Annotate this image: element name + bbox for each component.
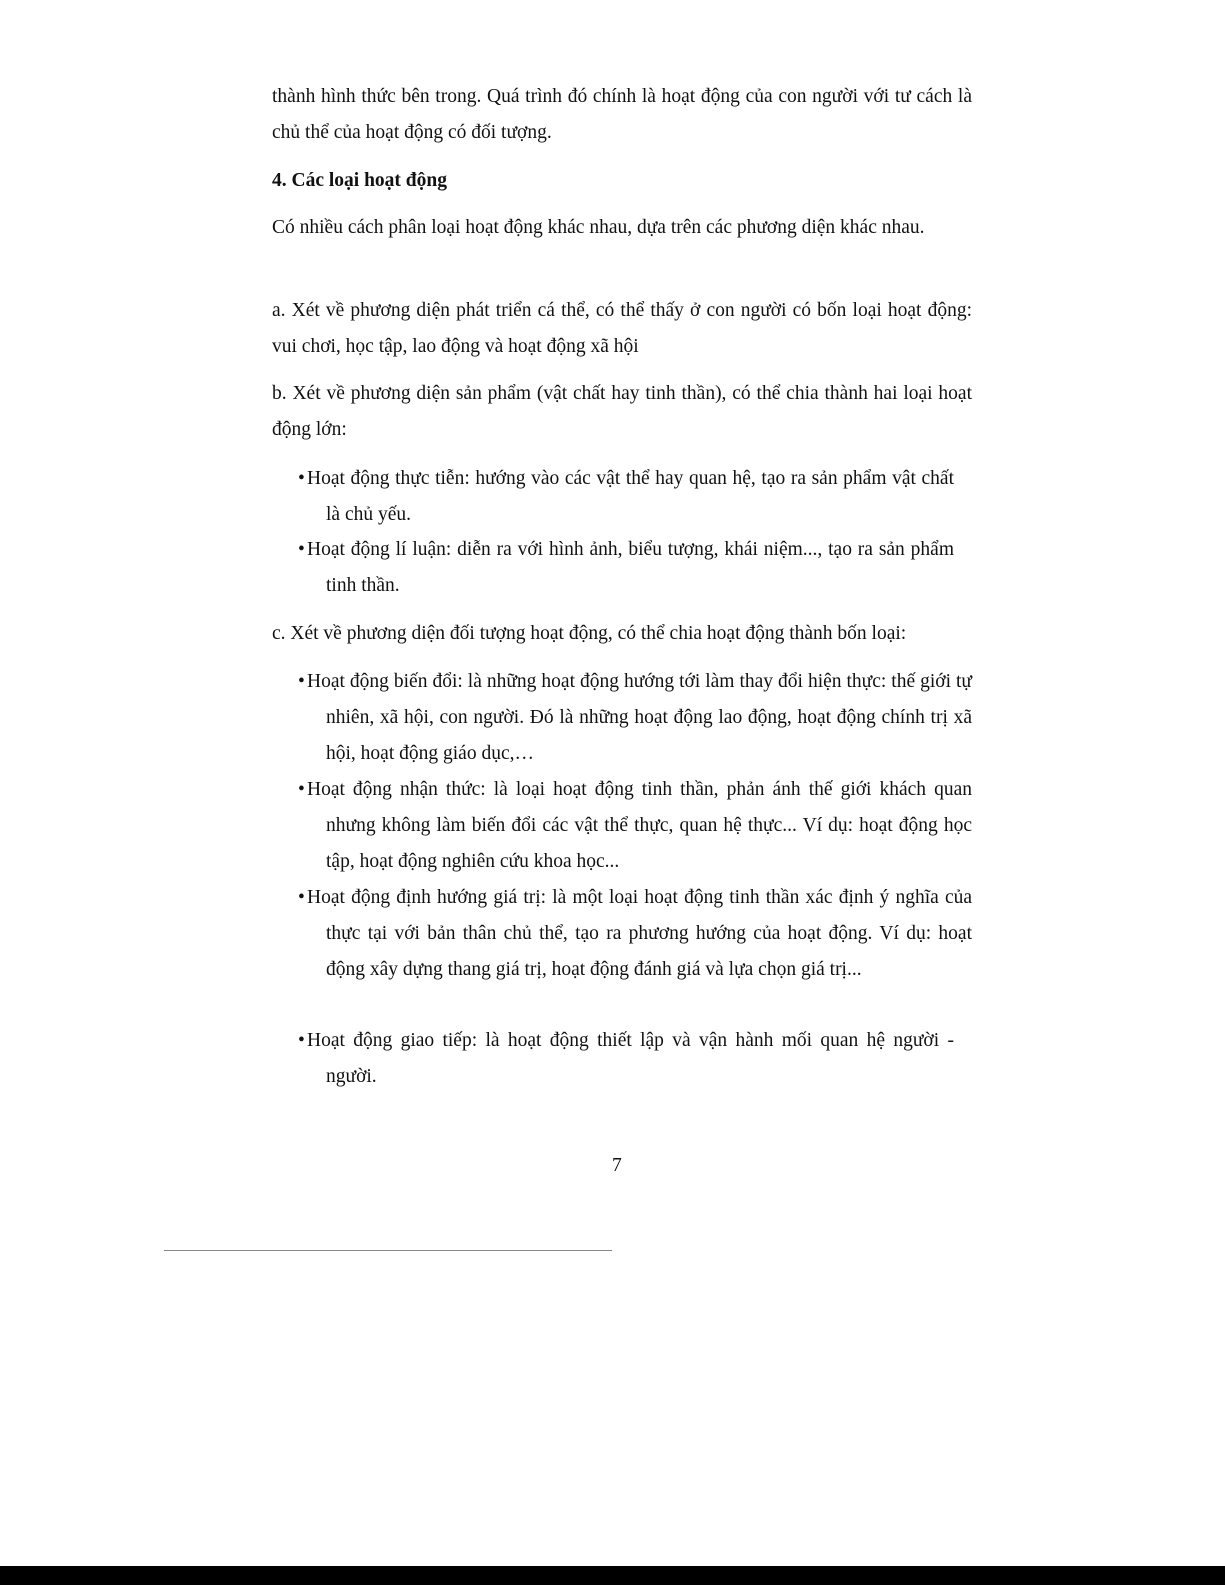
footnote-separator xyxy=(164,1250,612,1251)
list-item xyxy=(298,664,972,772)
list-item-text: Hoạt động giao tiếp: là hoạt động thiết lập và vận hành mối quan hệ người - người. xyxy=(307,1030,954,1087)
paragraph-overview: Có nhiều cách phân loại hoạt động khác nhau, dựa trên các phương diện khác nhau. xyxy=(272,217,925,238)
bullet-icon: • xyxy=(298,671,305,692)
bullet-icon: • xyxy=(298,887,305,908)
bullet-icon: • xyxy=(298,779,305,800)
page-number: 7 xyxy=(612,1155,622,1176)
page-bottom-edge xyxy=(0,1566,1225,1585)
list-item-text: Hoạt động định hướng giá trị: là một loại hoạt động tinh thần xác định ý nghĩa của thực tại với bản thân chủ thể, tạo ra phương hướng của hoạt động. Ví dụ: hoạt động xây dựng thang giá trị, hoạt động đánh giá và lựa chọn giá trị... xyxy=(307,887,972,980)
list-item-text: Hoạt động nhận thức: là loại hoạt động tinh thần, phản ánh thế giới khách quan nhưng không làm biến đổi các vật thể thực, quan hệ thực... Ví dụ: hoạt động học tập, hoạt động nghiên cứu khoa học... xyxy=(307,779,972,872)
bullet-icon: • xyxy=(298,1030,305,1051)
bullet-icon: • xyxy=(298,539,305,560)
list-item xyxy=(298,772,972,880)
paragraph-b: b. Xét về phương diện sản phẩm (vật chất hay tinh thần), có thể chia thành hai loại hoạt động lớn: xyxy=(272,383,972,440)
list-item-text: Hoạt động biến đổi: là những hoạt động hướng tới làm thay đổi hiện thực: thế giới tự nhiên, xã hội, con người. Đó là những hoạt động lao động, hoạt động chính trị xã hội, hoạt động giáo dục,… xyxy=(307,671,972,764)
section-heading: 4. Các loại hoạt động xyxy=(272,170,447,191)
bullet-icon: • xyxy=(298,468,305,489)
list-item xyxy=(298,1023,954,1095)
list-item xyxy=(298,461,954,533)
paragraph-c: c. Xét về phương diện đối tượng hoạt động, có thể chia hoạt động thành bốn loại: xyxy=(272,623,907,644)
paragraph-a: a. Xét về phương diện phát triển cá thể, có thể thấy ở con người có bốn loại hoạt động: vui chơi, học tập, lao động và hoạt động xã hội xyxy=(272,300,972,357)
list-item-text: Hoạt động thực tiễn: hướng vào các vật thể hay quan hệ, tạo ra sản phẩm vật chất là chủ yếu. xyxy=(307,468,954,525)
list-item-text: Hoạt động lí luận: diễn ra với hình ảnh, biểu tượng, khái niệm..., tạo ra sản phẩm tinh thần. xyxy=(307,539,954,596)
list-item xyxy=(298,532,954,604)
intro-paragraph: thành hình thức bên trong. Quá trình đó chính là hoạt động của con người với tư cách là chủ thể của hoạt động có đối tượng. xyxy=(272,86,972,143)
list-item xyxy=(298,880,972,988)
